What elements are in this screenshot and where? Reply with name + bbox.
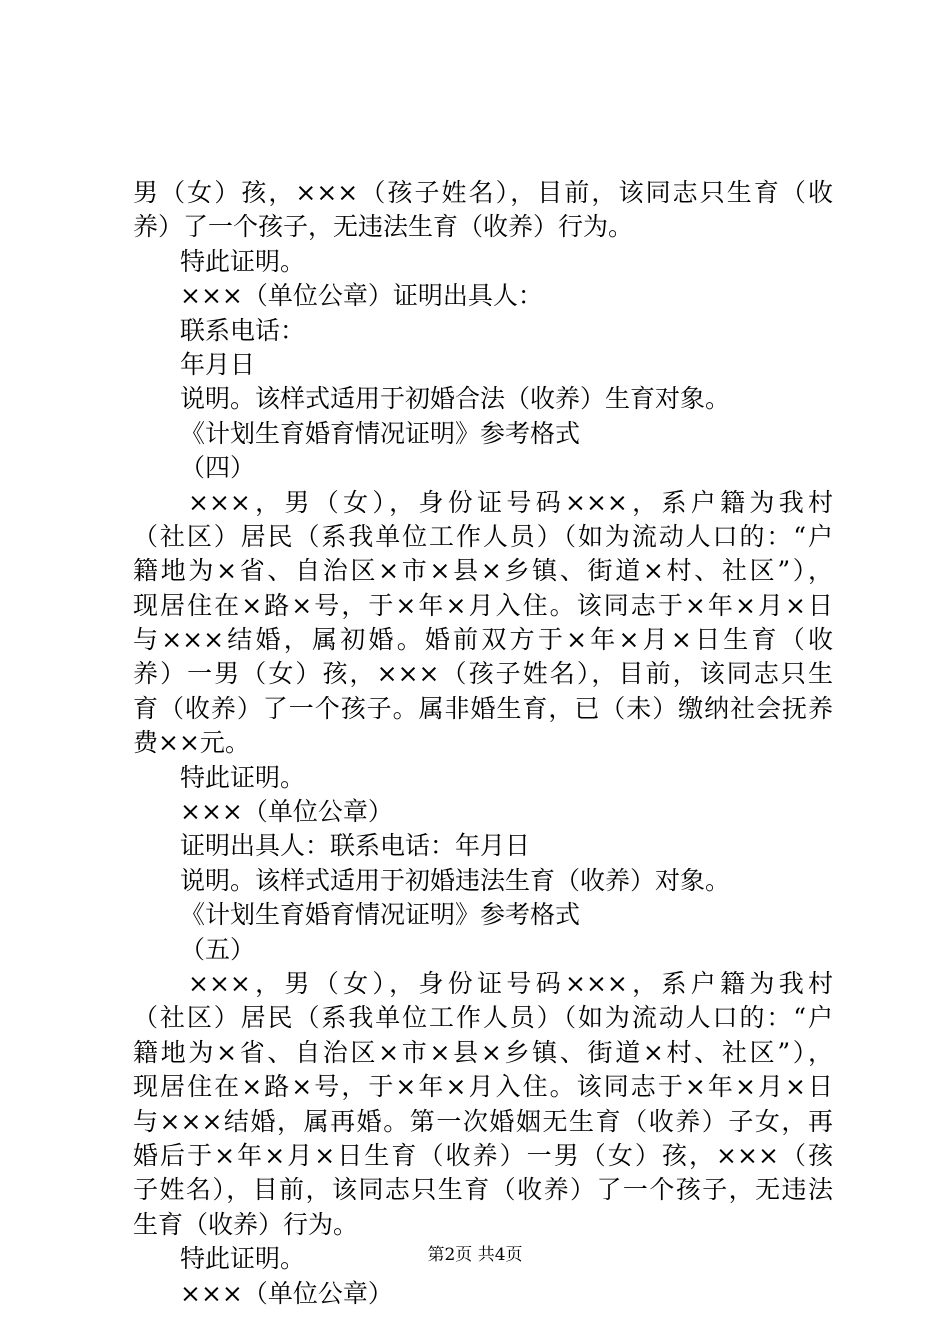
text-line: 费××元。 — [133, 728, 250, 758]
text-line: 证明出具人：联系电话：年月日 — [180, 831, 531, 861]
text-line: 特此证明。 — [180, 762, 306, 792]
text-line: 养）了一个孩子，无违法生育（收养）行为。 — [133, 212, 634, 242]
page-footer: 第2页 共4页 — [427, 1245, 523, 1265]
text-line: ×××，男（女），身份证号码×××，系户籍为我村 — [188, 968, 833, 998]
text-line: 与×××结婚，属再婚。第一次婚姻无生育（收养）子女，再 — [133, 1106, 833, 1136]
text-line: 生育（收养）行为。 — [133, 1209, 359, 1239]
text-line: 特此证明。 — [180, 1244, 306, 1274]
text-line: 养）一男（女）孩，×××（孩子姓名），目前，该同志只生 — [133, 659, 833, 689]
text-line: 说明。该样式适用于初婚合法（收养）生育对象。 — [180, 384, 731, 414]
text-line: 与×××结婚，属初婚。婚前双方于×年×月×日生育（收 — [133, 625, 833, 655]
text-line: 说明。该样式适用于初婚违法生育（收养）对象。 — [180, 865, 731, 895]
text-line: ×××，男（女），身份证号码×××，系户籍为我村 — [188, 487, 833, 517]
text-line: （四） — [180, 453, 256, 483]
text-line: 特此证明。 — [180, 246, 306, 276]
text-line: 籍地为×省、自治区×市×县×乡镇、街道×村、社区”）， — [133, 1037, 833, 1067]
text-line: （五） — [180, 934, 256, 964]
text-line: 现居住在×路×号，于×年×月入住。该同志于×年×月×日 — [133, 590, 833, 620]
text-line: 育（收养）了一个孩子。属非婚生育，已（未）缴纳社会抚养 — [133, 693, 833, 723]
text-line: 婚后于×年×月×日生育（收养）一男（女）孩，×××（孩 — [133, 1140, 833, 1170]
text-line: 联系电话： — [180, 315, 306, 345]
text-line: 《计划生育婚育情况证明》参考格式 — [180, 900, 581, 930]
text-line: （社区）居民（系我单位工作人员）（如为流动人口的：“户 — [133, 1003, 833, 1033]
text-line: 《计划生育婚育情况证明》参考格式 — [180, 418, 581, 448]
text-line: 现居住在×路×号，于×年×月入住。该同志于×年×月×日 — [133, 1072, 833, 1102]
text-line: 子姓名），目前，该同志只生育（收养）了一个孩子，无违法 — [133, 1175, 833, 1205]
text-line: ×××（单位公章） — [180, 797, 393, 827]
text-line: 年月日 — [180, 349, 256, 379]
text-line: 男（女）孩，×××（孩子姓名），目前，该同志只生育（收 — [133, 178, 833, 207]
text-line: 籍地为×省、自治区×市×县×乡镇、街道×村、社区”）， — [133, 556, 833, 586]
document-body — [133, 176, 833, 1311]
text-line: ×××（单位公章） — [180, 1278, 393, 1308]
text-line: ×××（单位公章）证明出具人： — [180, 281, 543, 311]
text-line: （社区）居民（系我单位工作人员）（如为流动人口的：“户 — [133, 521, 833, 551]
